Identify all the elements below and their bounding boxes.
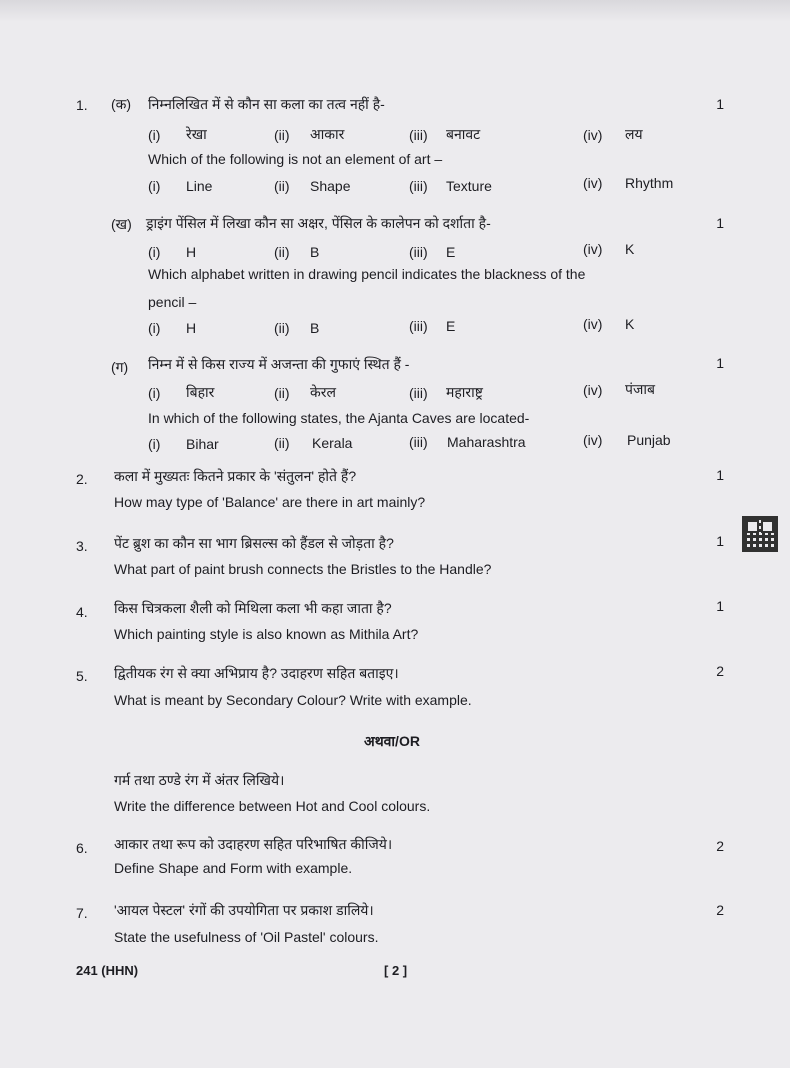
q5-question-en: What is meant by Secondary Colour? Write with example. — [114, 692, 472, 708]
q1-kha-question-hi: ड्राइंग पेंसिल में लिखा कौन सा अक्षर, पेंसिल के कालेपन को दर्शाता है- — [146, 215, 491, 231]
q6-question-en: Define Shape and Form with example. — [114, 860, 353, 876]
q3-marks: 1 — [716, 533, 724, 549]
q1-ga-en-opt-2-num: (ii) — [274, 435, 290, 451]
q1-kha-en-opt-2-num: (ii) — [274, 320, 290, 336]
q1-kha-hi-opt-1-num: (i) — [148, 244, 161, 260]
or-separator: अथवा/OR — [364, 733, 420, 749]
q1-ga-hi-opt-4-num: (iv) — [583, 382, 603, 398]
q4-marks: 1 — [716, 598, 724, 614]
q3-question-hi: पेंट ब्रुश का कौन सा भाग ब्रिसल्स को हैंडल से जोड़ता है? — [114, 535, 394, 551]
q1-ka-hi-opt-1: रेखा — [186, 126, 207, 142]
q1-ka-hi-opt-3: बनावट — [446, 126, 481, 142]
q5-alt-question-en: Write the difference between Hot and Cool colours. — [114, 798, 431, 814]
q1-kha-question-en-line1: Which alphabet written in drawing pencil indicates the blackness of the — [148, 266, 586, 282]
q1-ka-question-en: Which of the following is not an element of art – — [148, 151, 443, 167]
q1-ga-en-opt-4: Punjab — [627, 432, 671, 448]
q7-number: 7. — [76, 905, 88, 921]
q1-ka-en-opt-4-num: (iv) — [583, 175, 603, 191]
q1-ka-hi-opt-1-num: (i) — [148, 127, 161, 143]
q3-question-en: What part of paint brush connects the Bristles to the Handle? — [114, 561, 492, 577]
q2-number: 2. — [76, 471, 88, 487]
q1-ka-en-opt-1-num: (i) — [148, 178, 161, 194]
q4-number: 4. — [76, 604, 88, 620]
q1-kha-en-opt-4: K — [625, 316, 635, 332]
q1-ga-hi-opt-4: पंजाब — [625, 381, 655, 397]
q1-kha-hi-opt-1: H — [186, 244, 197, 260]
q1-ka-hi-opt-2: आकार — [310, 126, 345, 142]
scan-edge — [0, 0, 790, 22]
q1-kha-hi-opt-4-num: (iv) — [583, 241, 603, 257]
q5-marks: 2 — [716, 663, 724, 679]
q1-ka-en-opt-3-num: (iii) — [409, 178, 428, 194]
q1-kha-hi-opt-2-num: (ii) — [274, 244, 290, 260]
q1-ka-hi-opt-2-num: (ii) — [274, 127, 290, 143]
q1-kha-hi-opt-4: K — [625, 241, 635, 257]
q1-ga-hi-opt-2: केरल — [310, 384, 336, 400]
q4-question-en: Which painting style is also known as Mithila Art? — [114, 626, 419, 642]
q2-question-hi: कला में मुख्यतः कितने प्रकार के 'संतुलन' होते हैं? — [114, 468, 357, 484]
q1-ga-en-opt-3: Maharashtra — [447, 434, 526, 450]
q1-ga-hi-opt-3-num: (iii) — [409, 385, 428, 401]
q7-marks: 2 — [716, 902, 724, 918]
q6-marks: 2 — [716, 838, 724, 854]
q1-kha-en-opt-3-num: (iii) — [409, 318, 428, 334]
q1-ka-question-hi: निम्नलिखित में से कौन सा कला का तत्व नहीं है- — [148, 96, 385, 112]
q1-ka-en-opt-2-num: (ii) — [274, 178, 290, 194]
q1-kha-marks: 1 — [716, 215, 724, 231]
q1-number: 1. — [76, 97, 88, 113]
q1-ga-en-opt-1: Bihar — [186, 436, 219, 452]
q1-kha-en-opt-4-num: (iv) — [583, 316, 603, 332]
q5-alt-question-hi: गर्म तथा ठण्डे रंग में अंतर लिखिये। — [114, 772, 285, 788]
q1-ka-hi-opt-4-num: (iv) — [583, 127, 603, 143]
page-number: [ 2 ] — [384, 963, 408, 978]
q1-kha-question-en-line2: pencil – — [148, 294, 197, 310]
q1-ga-en-opt-4-num: (iv) — [583, 432, 603, 448]
q7-question-hi: 'आयल पेस्टल' रंगों की उपयोगिता पर प्रकाश डालिये। — [114, 902, 374, 918]
q5-number: 5. — [76, 668, 88, 684]
q7-question-en: State the usefulness of 'Oil Pastel' colours. — [114, 929, 379, 945]
q1-ka-en-opt-2: Shape — [310, 178, 351, 194]
q1-ga-hi-opt-3: महाराष्ट्र — [446, 384, 483, 400]
q2-marks: 1 — [716, 467, 724, 483]
q1-ga-question-hi: निम्न में से किस राज्य में अजन्ता की गुफाएं स्थित हैं - — [148, 356, 410, 372]
q1-ka-hi-opt-3-num: (iii) — [409, 127, 428, 143]
q1-ka-label: (क) — [111, 96, 132, 112]
q1-ka-en-opt-3: Texture — [446, 178, 492, 194]
q1-ka-en-opt-4: Rhythm — [625, 175, 674, 191]
q1-kha-en-opt-2: B — [310, 320, 320, 336]
q1-ga-label: (ग) — [111, 359, 129, 375]
q1-ga-hi-opt-2-num: (ii) — [274, 385, 290, 401]
q1-kha-en-opt-1-num: (i) — [148, 320, 161, 336]
q1-ga-hi-opt-1-num: (i) — [148, 385, 161, 401]
q6-number: 6. — [76, 840, 88, 856]
q1-kha-hi-opt-3: E — [446, 244, 456, 260]
q6-question-hi: आकार तथा रूप को उदाहरण सहित परिभाषित कीजिये। — [114, 836, 393, 852]
q5-question-hi: द्वितीयक रंग से क्या अभिप्राय है? उदाहरण सहित बताइए। — [114, 665, 399, 681]
q1-ga-hi-opt-1: बिहार — [186, 384, 215, 400]
q1-ga-en-opt-2: Kerala — [312, 435, 353, 451]
q1-ka-hi-opt-4: लय — [625, 126, 643, 142]
q2-question-en: How may type of 'Balance' are there in art mainly? — [114, 494, 426, 510]
q1-ga-question-en: In which of the following states, the Ajanta Caves are located- — [148, 410, 530, 426]
q1-kha-en-opt-1: H — [186, 320, 197, 336]
q3-number: 3. — [76, 538, 88, 554]
q1-ga-en-opt-1-num: (i) — [148, 436, 161, 452]
q1-kha-hi-opt-3-num: (iii) — [409, 244, 428, 260]
q1-kha-label: (ख) — [111, 216, 132, 232]
q1-ga-marks: 1 — [716, 355, 724, 371]
q1-ka-en-opt-1: Line — [186, 178, 213, 194]
q1-ka-marks: 1 — [716, 96, 724, 112]
q1-kha-en-opt-3: E — [446, 318, 456, 334]
qr-code-icon — [742, 516, 778, 552]
q1-kha-hi-opt-2: B — [310, 244, 320, 260]
q1-ga-en-opt-3-num: (iii) — [409, 434, 428, 450]
q4-question-hi: किस चित्रकला शैली को मिथिला कला भी कहा जाता है? — [114, 600, 392, 616]
paper-code: 241 (HHN) — [76, 963, 139, 978]
